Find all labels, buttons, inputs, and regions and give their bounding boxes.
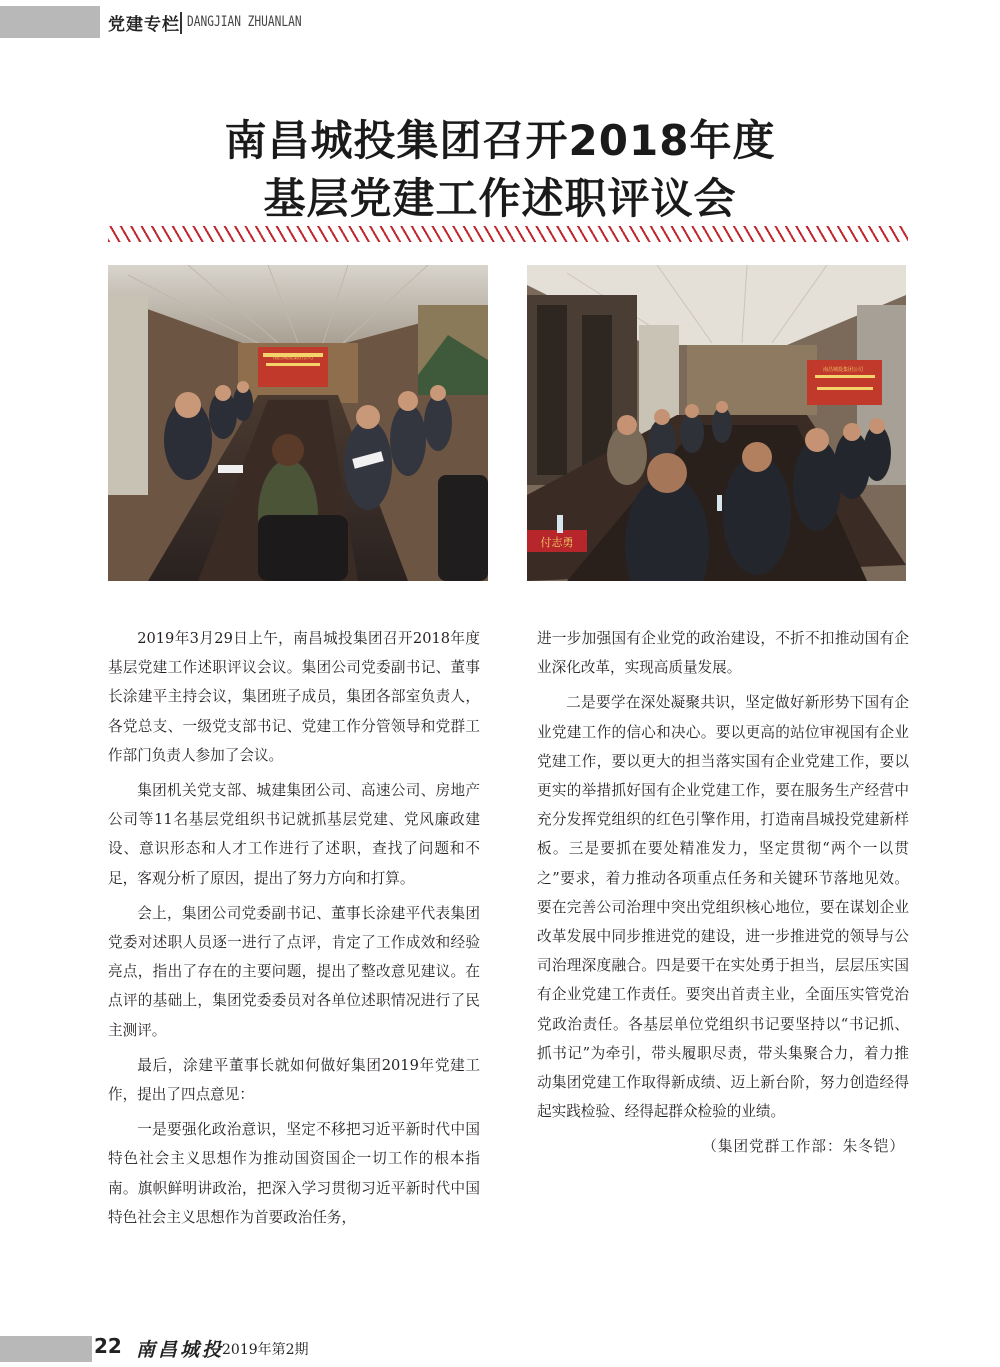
page-number: 22 [94, 1334, 122, 1358]
title-hatch-divider [108, 226, 908, 242]
section-label: 党建专栏 [108, 15, 180, 35]
text-column-2 [537, 624, 909, 1162]
section-pinyin: DANGJIAN ZHUANLAN [187, 14, 302, 30]
table-nameplate: 付志勇 [540, 536, 574, 549]
article-title-line1: 南昌城投集团召开2018年度 [224, 116, 776, 165]
paragraph-2: 集团机关党支部、城建集团公司、高速公司、房地产公司等11名基层党组织书记就抓基层党建、党风廉政建设、意识形态和人才工作进行了述职，查找了问题和不足，客观分析了原因，提出了努力方向和打算。 [108, 782, 480, 887]
paragraph-5-continued: 进一步加强国有企业党的政治建设，不折不扣推动国有企业深化改革，实现高质量发展。 [537, 630, 909, 677]
header-bar [0, 6, 100, 38]
header-divider [180, 12, 182, 34]
right-screen-text: 南昌城投集团公司 [822, 367, 864, 373]
paragraph-6: 二是要学在深处凝聚共识，坚定做好新形势下国有企业党建工作的信心和决心。要以更高的站位审视国有企业党建工作，要以更大的担当落实国有企业党建工作，要以更实的举措抓好国有企业党建工作，要在服务生产经营中充分发挥党组织的红色引擎作用，打造南昌城投党建新样板。三是要抓在要处精准发力，坚定贯彻“两个一以贯之”要求，着力推动各项重点任务和关键环节落地见效。要在完善公司治理中突出党组织核心地位，要在谋划企业改革发展中同步推进党的建设，进一步推进党的领导与公司治理深度融合。四是要干在实处勇于担当，层层压实国有企业党建工作责任。要突出首责主业，全面压实管党治党政治责任。各基层单位党组织书记要坚持以“书记抓、抓书记”为牵引，带头履职尽责，带头集聚合力，着力推动集团党建工作取得新成绩、迈上新台阶，努力创造经得起实践检验、经得起群众检验的业绩。 [537, 694, 909, 1121]
article-title-line2: 基层党建工作述职评议会 [263, 174, 737, 223]
footer-bar [0, 1336, 92, 1362]
text-column-1 [108, 624, 480, 1232]
meeting-photo-right [527, 265, 906, 581]
paragraph-3: 会上，集团公司党委副书记、董事长涂建平代表集团党委对述职人员逐一进行了点评，肯定了工作成效和经验亮点，指出了存在的主要问题，提出了整改意见建议。在点评的基础上，集团党委委员对各单位述职情况进行了民主测评。 [108, 904, 480, 1039]
paragraph-5: 一是要强化政治意识，坚定不移把习近平新时代中国特色社会主义思想作为推动国资国企一切工作的根本指南。旗帜鲜明讲政治，把深入学习贯彻习近平新时代中国特色社会主义思想作为首要政治任务， [108, 1121, 480, 1226]
paragraph-4: 最后，涂建平董事长就如何做好集团2019年党建工作，提出了四点意见： [108, 1056, 480, 1104]
left-screen-text: 南昌城投集团公司 [272, 355, 314, 361]
magazine-name: 南昌城投 [136, 1339, 225, 1361]
paragraph-1: 2019年3月29日上午，南昌城投集团召开2018年度基层党建工作述职评议会议。集团公司党委副书记、董事长涂建平主持会议，集团班子成员，集团各部室负责人，各党总支、一级党支部书记、党建工作分管领导和党群工作部门负责人参加了会议。 [108, 630, 480, 764]
meeting-photo-left [108, 265, 488, 581]
issue-label: 2019年第2期 [222, 1342, 309, 1358]
author-credit: （集团党群工作部：朱冬铠） [702, 1138, 905, 1156]
